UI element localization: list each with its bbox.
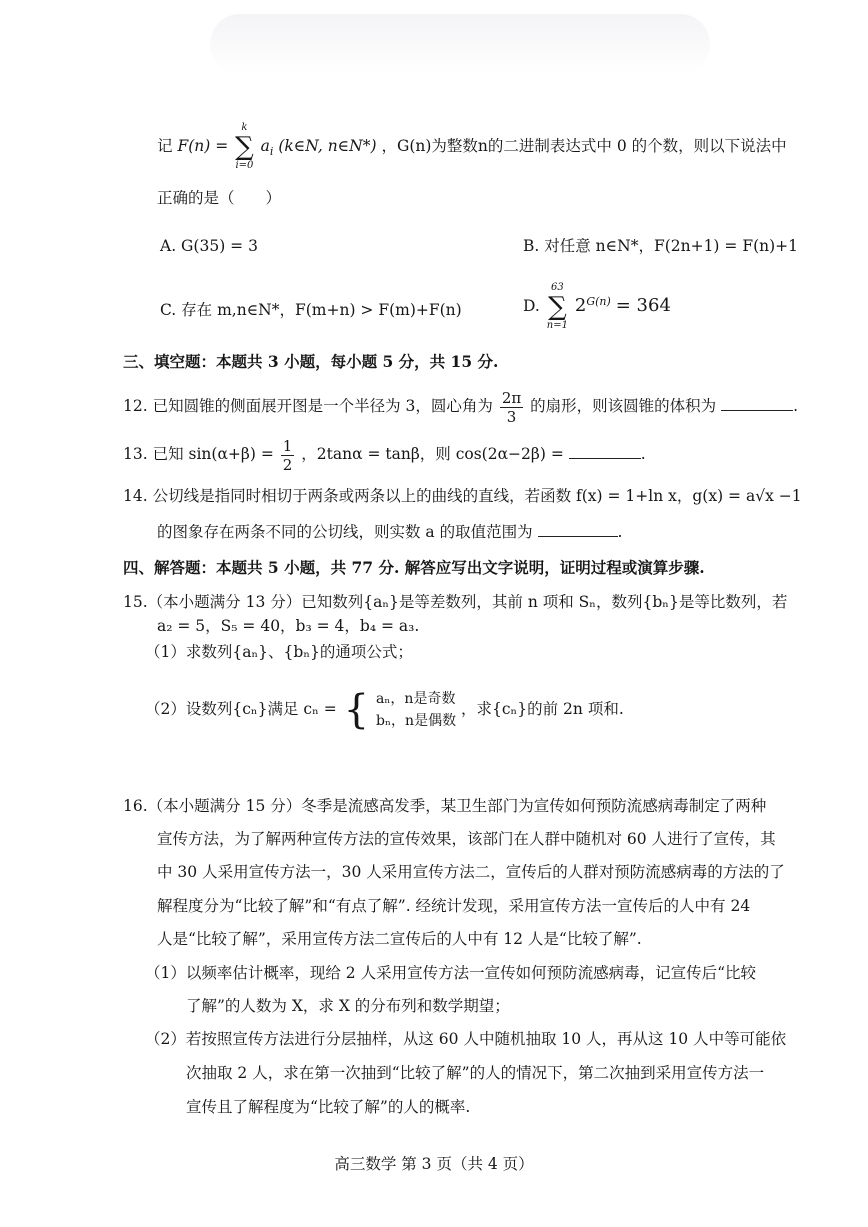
- q11-option-d-rhs: = 364: [615, 295, 671, 316]
- q15-part2-post: ，求{cₙ}的前 2n 项和.: [461, 700, 624, 718]
- q11-sum: [235, 122, 254, 172]
- q11-sum-top: k: [241, 122, 248, 133]
- q15-part2: [145, 688, 624, 732]
- q13-pre: 13. 已知 sin(α+β) =: [123, 445, 274, 463]
- q11-G-def: ，G(n)为整数n的二进制表达式中 0 的个数，则以下说法中: [381, 137, 787, 155]
- q15-case-even: bₙ，n是偶数: [376, 713, 457, 729]
- section-fill-in-title: 三、填空题：本题共 3 小题，每小题 5 分，共 15 分.: [123, 352, 499, 371]
- q15-cases: [376, 688, 456, 732]
- page-footer: 高三数学 第 3 页（共 4 页）: [334, 1155, 534, 1173]
- q11-stem-line2: 正确的是（ ）: [157, 189, 282, 207]
- q14-line1: 14. 公切线是指同时相切于两条或两条以上的曲线的直线，若函数 f(x) = 1+ln x，g(x) = a√x −1: [123, 487, 802, 505]
- q16-line5: 人是“比较了解”，采用宣传方法二宣传后的人中有 12 人是“比较了解”.: [157, 930, 642, 948]
- q14-line2: [157, 520, 622, 544]
- q16-part1-line1: （1）以频率估计概率，现给 2 人采用宣传方法一宣传如何预防流感病毒，记宣传后“比较: [145, 964, 757, 982]
- q11-sum-cond: (k∈N, n∈N*): [278, 137, 377, 155]
- q12-post: 的扇形，则该圆锥的体积为: [530, 397, 717, 415]
- q13-answer-blank[interactable]: [569, 442, 641, 459]
- q11-option-d: [523, 282, 671, 332]
- q15-case-odd: aₙ，n是奇数: [376, 691, 456, 707]
- q11-option-c: C. 存在 m,n∈N*，F(m+n) > F(m)+F(n): [160, 301, 462, 319]
- sigma-symbol: ∑: [548, 292, 567, 322]
- q16-line4: 解程度分为“比较了解”和“有点了解”. 经统计发现，采用宣传方法一宣传后的人中有 24: [157, 897, 751, 915]
- q11-sum-bottom: i=0: [235, 160, 254, 171]
- q16-part2-line1: （2）若按照宣传方法进行分层抽样，从这 60 人中随机抽取 10 人，再从这 10 人中等可能依: [145, 1030, 787, 1048]
- q16-line2: 宣传方法，为了解两种宣传方法的宣传效果，该部门在人群中随机对 60 人进行了宣传，其: [157, 830, 776, 848]
- q15-part2-pre: （2）设数列{cₙ}满足 cₙ =: [145, 700, 337, 718]
- q11-sum-term: a: [260, 137, 270, 155]
- q11-option-d-sup: G(n): [586, 294, 611, 308]
- q14-end: .: [617, 523, 623, 541]
- q11-intro: 记: [157, 137, 173, 155]
- q13-fraction: [281, 437, 295, 474]
- section-solution-title: 四、解答题：本题共 5 小题，共 77 分. 解答应写出文字说明，证明过程或演算步骤.: [123, 558, 705, 577]
- q12-end: .: [793, 397, 799, 415]
- q13-frac-num: 1: [282, 436, 293, 455]
- q16-line3: 中 30 人采用宣传方法一，30 人采用宣传方法二，宣传后的人群对预防流感病毒的方法的了: [157, 863, 785, 881]
- q16-line1: 16.（本小题满分 15 分）冬季是流感高发季，某卫生部门为宣传如何预防流感病毒制定了两种: [123, 797, 767, 815]
- q15-line2: a₂ = 5，S₅ = 40，b₃ = 4，b₄ = a₃.: [157, 617, 420, 635]
- q15-line1: 15.（本小题满分 13 分）已知数列{aₙ}是等差数列，其前 n 项和 Sₙ，数列{bₙ}是等比数列，若: [123, 593, 788, 611]
- q12-frac-num: 2π: [501, 388, 522, 407]
- q13-end: .: [640, 445, 646, 463]
- q16-part2-line3: 宣传且了解程度为“比较了解”的人的概率.: [186, 1098, 471, 1116]
- q11-option-d-sum: [547, 282, 568, 332]
- q12-pre: 12. 已知圆锥的侧面展开图是一个半径为 3，圆心角为: [123, 397, 493, 415]
- q13-frac-den: 2: [282, 455, 293, 474]
- q15-part1: （1）求数列{aₙ}、{bₙ}的通项公式；: [145, 643, 413, 661]
- scan-smudge: [210, 14, 710, 74]
- q11-option-a: A. G(35) = 3: [160, 237, 258, 255]
- q11-option-b: B. 对任意 n∈N*，F(2n+1) = F(n)+1: [523, 237, 799, 255]
- q11-stem-line1: [157, 122, 787, 172]
- q11-sum-sub: i: [269, 145, 274, 159]
- q11-option-d-base: 2: [574, 295, 587, 316]
- q14-line2-text: 的图象存在两条不同的公切线，则实数 a 的取值范围为: [157, 523, 533, 541]
- q11-option-d-bottom: n=1: [546, 320, 568, 331]
- q12-angle-fraction: [500, 389, 523, 426]
- q16-part2-line2: 次抽取 2 人，求在第一次抽到“比较了解”的人的情况下，第二次抽到采用宣传方法一: [186, 1064, 765, 1082]
- q16-part1-line2: 了解”的人数为 X，求 X 的分布列和数学期望；: [186, 997, 510, 1015]
- q14-answer-blank[interactable]: [538, 520, 618, 537]
- q13-line: [123, 434, 646, 474]
- q13-post: ，2tanα = tanβ，则 cos(2α−2β) =: [301, 445, 564, 463]
- q11-F-def: F(n) =: [177, 137, 234, 155]
- q12-line: [123, 386, 798, 426]
- q11-option-d-label: D.: [523, 297, 540, 315]
- q12-answer-blank[interactable]: [721, 394, 793, 411]
- sigma-symbol: ∑: [235, 132, 254, 162]
- brace-icon: {: [343, 687, 370, 733]
- q11-option-d-top: 63: [550, 282, 564, 293]
- q12-frac-den: 3: [506, 407, 517, 426]
